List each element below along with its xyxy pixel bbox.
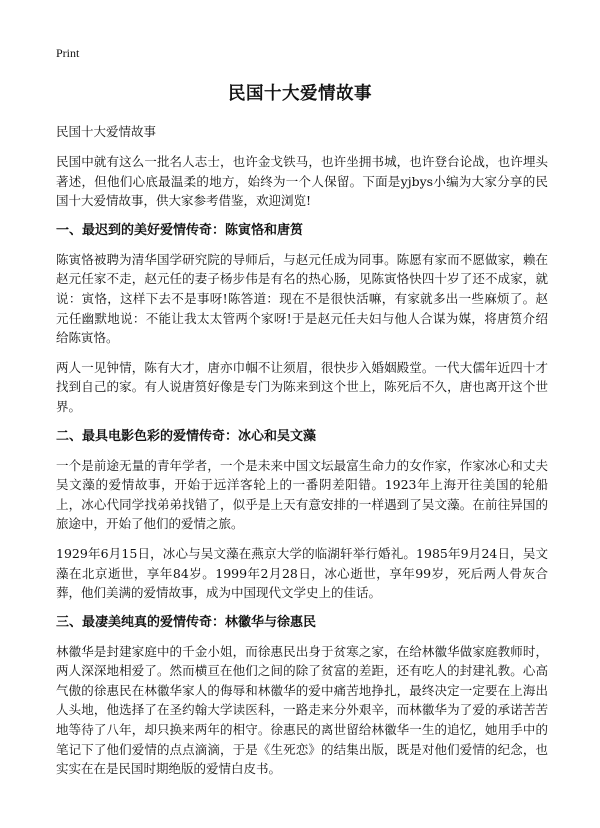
section-heading: 一、最迟到的美好爱情传奇：陈寅恪和唐筼 bbox=[56, 222, 304, 238]
story-section bbox=[56, 221, 548, 417]
section-heading: 二、最具电影色彩的爱情传奇：冰心和吴文藻 bbox=[56, 428, 317, 444]
section-paragraph: 一个是前途无量的青年学者，一个是未来中国文坛最富生命力的女作家，作家冰心和丈夫吴文藻的爱情故事，开始于远洋客轮上的一番阴差阳错。1923年上海开往美国的轮船上，冰心代同学找弟弟找错了，似乎是上天有意安排的一样遇到了吴文藻。在前往异国的旅途中，开始了他们的爱情之旅。 bbox=[56, 457, 548, 532]
document-subtitle: 民国十大爱情故事 bbox=[56, 124, 157, 139]
section-paragraph: 两人一见钟情，陈有大才，唐亦巾帼不让须眉，很快步入婚姻殿堂。一代大儒年近四十才找到自己的家。有人说唐筼好像是专门为陈来到这个世上，陈死后不久，唐也离开这个世界。 bbox=[56, 359, 548, 414]
print-link[interactable]: Print bbox=[56, 46, 80, 60]
section-paragraph: 林徽华是封建家庭中的千金小姐，而徐惠民出身于贫寒之家，在给林徽华做家庭教师时，两人深深地相爱了。然而横亘在他们之间的除了贫富的差距，还有吃人的封建礼教。心高气傲的徐惠民在林徽华家人的侮辱和林徽华的爱中痛苦地挣扎，最终决定一定要在上海出人头地，他选择了在圣约翰大学读医科，一路走来分外艰辛，而林徽华为了爱的承诺苦苦地等待了八年，却只换来两年的相守。徐惠民的离世留给林徽华一生的追忆，她用手中的笔记下了他们爱情的点点滴滴，于是《生死恋》的结集出版，既是对他们爱情的纪念，也实实在在是民国时期绝版的爱情白皮书。 bbox=[56, 643, 548, 777]
story-section bbox=[56, 427, 548, 603]
document-body bbox=[56, 122, 548, 789]
story-section bbox=[56, 613, 548, 779]
section-heading: 三、最凄美纯真的爱情传奇：林徽华与徐惠民 bbox=[56, 614, 317, 630]
section-paragraph: 1929年6月15日，冰心与吴文藻在燕京大学的临湖轩举行婚礼。1985年9月24日，吴文藻在北京逝世，享年84岁。1999年2月28日，冰心逝世，享年99岁，死后两人骨灰合葬，他们美满的爱情故事，成为中国现代文学史上的佳话。 bbox=[56, 545, 548, 601]
document-title: 民国十大爱情故事 bbox=[228, 84, 372, 104]
section-paragraph: 陈寅恪被聘为清华国学研究院的导师后，与赵元任成为同事。陈愿有家而不愿做家，赖在赵元任家不走，赵元任的妻子杨步伟是有名的热心肠，见陈寅恪快四十岁了还不成家，就说：寅恪，这样下去不是事呀!陈答道：现在不是很快活嘛，有家就多出一些麻烦了。赵元任幽默地说：不能让我太太管两个家呀!于是赵元任夫妇与他人合谋为媒，将唐筼介绍给陈寅恪。 bbox=[56, 251, 548, 346]
intro-paragraph: 民国中就有这么一批名人志士，也许金戈铁马，也许坐拥书城，也许登台论战，也许埋头著述，但他们心底最温柔的地方，始终为一个人保留。下面是yjbys小编为大家分享的民国十大爱情故事，供大家参考借鉴，欢迎浏览! bbox=[56, 154, 548, 209]
